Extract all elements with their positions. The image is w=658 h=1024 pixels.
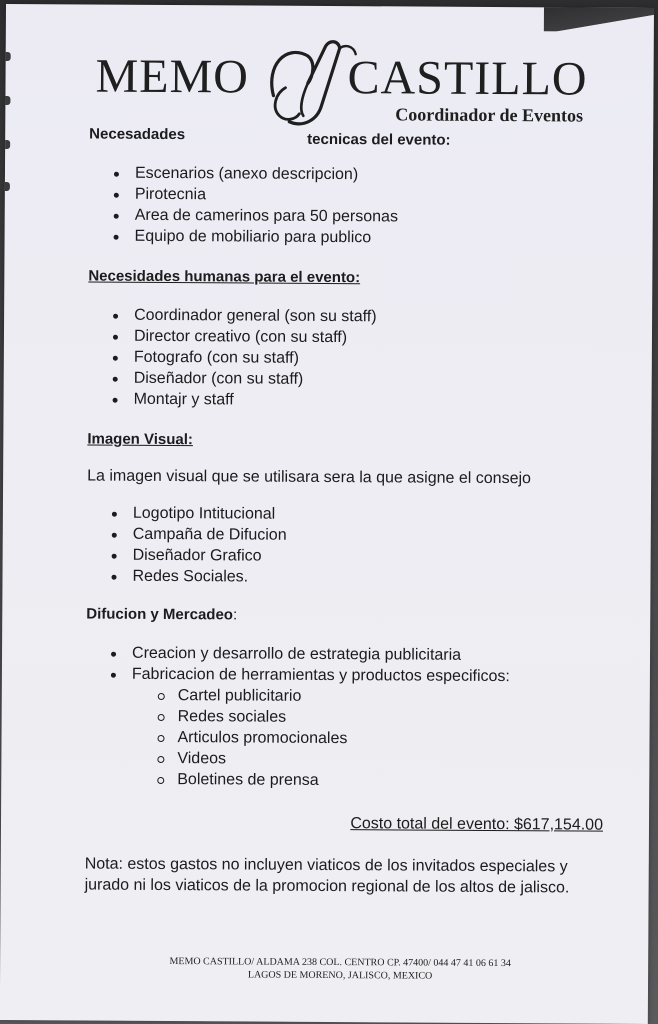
- sublist-item: Redes sociales: [86, 706, 616, 730]
- footer-address: MEMO CASTILLO/ ALDAMA 238 COL. CENTRO CP. 47400/ 044 47 41 06 61 34: [169, 956, 511, 970]
- heading-imagen: Imagen Visual:: [87, 430, 193, 449]
- letterhead-footer: [60, 954, 620, 983]
- list-item: Redes Sociales.: [86, 566, 616, 590]
- list-tecnicas: [89, 163, 620, 250]
- heading-tecnicas-part2: tecnicas del evento:: [307, 130, 451, 149]
- binder-punch-mark: [5, 140, 10, 149]
- letterhead-logo: [95, 35, 616, 133]
- total-cost: Costo total del evento: $617,154.00: [350, 815, 604, 834]
- list-difucion: [86, 643, 616, 688]
- list-item: Area de camerinos para 50 personas: [89, 205, 619, 229]
- heading-difucion-colon: :: [232, 606, 238, 624]
- heading-tecnicas: [89, 123, 619, 150]
- document-page: [0, 4, 654, 1024]
- list-humanas: [88, 305, 619, 413]
- document-body: [85, 123, 620, 899]
- list-item: Montajr y staff: [88, 389, 618, 413]
- list-item: Creacion y desarrollo de estrategia publicitaria: [86, 643, 616, 667]
- sublist-difucion: [85, 685, 616, 793]
- binder-punch-mark: [5, 182, 10, 191]
- list-item: Pirotecnia: [89, 184, 619, 208]
- sublist-item: Cartel publicitario: [86, 685, 616, 709]
- nota-paragraph: Nota: estos gastos no incluyen viaticos de los invitados especiales y jurado ni los viaticos de la promocion regional de los altos de jalisco.: [84, 855, 570, 897]
- sublist-item: Videos: [85, 748, 615, 772]
- letterhead-name-right: CASTILLO: [347, 51, 588, 106]
- list-item: Diseñador Grafico: [87, 545, 617, 569]
- letterhead-subtitle: Coordinador de Eventos: [395, 104, 584, 126]
- heading-tecnicas-part1: Necesadades: [89, 125, 186, 144]
- list-imagen: [86, 503, 617, 590]
- letterhead-name-left: MEMO: [95, 49, 250, 104]
- imagen-intro: La imagen visual que se utilisara sera la que asigne el consejo: [87, 467, 531, 488]
- heading-humanas: Necesidades humanas para el evento:: [88, 267, 361, 287]
- page-corner-shadow: [544, 7, 654, 32]
- list-item: Escenarios (anexo descripcion): [89, 163, 619, 187]
- sublist-item: Boletines de prensa: [85, 769, 615, 793]
- binder-punch-mark: [6, 52, 11, 61]
- heading-difucion: [86, 603, 616, 630]
- list-item: Fabricacion de herramientas y productos especificos:: [86, 664, 616, 688]
- binder-punch-mark: [5, 96, 10, 105]
- footer-city: LAGOS DE MORENO, JALISCO, MEXICO: [247, 969, 433, 982]
- list-item: Logotipo Intitucional: [87, 503, 617, 527]
- list-item: Diseñador (con su staff): [88, 368, 618, 392]
- list-item: Equipo de mobiliario para publico: [89, 226, 619, 250]
- list-item: Fotografo (con su staff): [88, 347, 618, 371]
- list-item: Coordinador general (son su staff): [88, 305, 618, 329]
- heading-difucion-text: Difucion y Mercadeo: [86, 605, 234, 624]
- sublist-item: Articulos promocionales: [85, 727, 615, 751]
- list-item: Director creativo (con su staff): [88, 326, 618, 350]
- list-item: Campaña de Difucion: [87, 524, 617, 548]
